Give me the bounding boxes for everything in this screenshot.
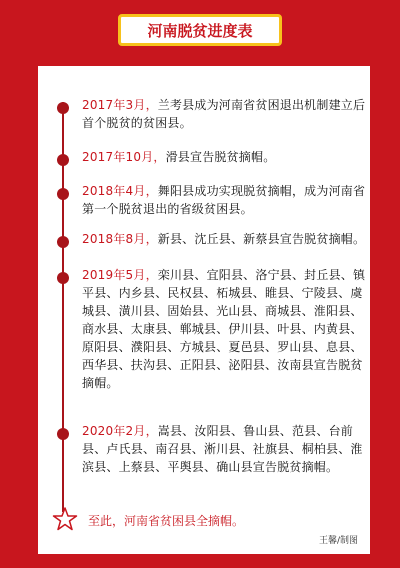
entry-date: 2018年4月，	[82, 184, 158, 198]
entry-text: 嵩县、汝阳县、鲁山县、范县、台前县、卢氏县、南召县、淅川县、社旗县、桐柏县、淮滨县、上蔡县、平舆县、确山县宣告脱贫摘帽。	[82, 424, 363, 474]
timeline-entry-2020-02	[82, 422, 368, 476]
entry-text: 新县、沈丘县、新蔡县宣告脱贫摘帽。	[157, 232, 366, 246]
entry-text: 兰考县成为河南省贫困退出机制建立后首个脱贫的贫困县。	[82, 98, 366, 130]
entry-date: 2020年2月，	[82, 424, 158, 438]
timeline-entry-2019-05	[82, 266, 368, 392]
timeline-entry-2018-08	[82, 230, 368, 248]
page-title: 河南脱贫进度表	[118, 14, 282, 46]
entry-text: 栾川县、宜阳县、洛宁县、封丘县、镇平县、内乡县、民权县、柘城县、睢县、宁陵县、虞城县、潢川县、固始县、光山县、商城县、淮阳县、商水县、太康县、郸城县、伊川县、叶县、内黄县、原阳县、濮阳县、方城县、夏邑县、罗山县、息县、西华县、扶沟县、正阳县、泌阳县、汝南县宣告脱贫摘帽。	[82, 268, 366, 390]
timeline-dot	[57, 102, 69, 114]
timeline-card	[38, 66, 370, 554]
timeline-dot	[57, 154, 69, 166]
entry-date: 2018年8月，	[82, 232, 158, 246]
entry-date: 2019年5月，	[82, 268, 158, 282]
timeline-entry-2017-10	[82, 148, 368, 166]
timeline-dot	[57, 272, 69, 284]
entry-date: 2017年3月，	[82, 98, 158, 112]
credit-label: 王馨/制图	[318, 536, 358, 546]
timeline-entry-2017-03	[82, 96, 368, 132]
timeline-dot	[57, 428, 69, 440]
timeline-entry-2018-04	[82, 182, 368, 218]
star-icon	[52, 506, 78, 532]
timeline-dot	[57, 236, 69, 248]
entry-text: 舞阳县成功实现脱贫摘帽，成为河南省第一个脱贫退出的省级贫困县。	[82, 184, 366, 216]
timeline-dot	[57, 188, 69, 200]
entry-text: 滑县宣告脱贫摘帽。	[165, 150, 276, 164]
final-statement: 至此，河南省贫困县全摘帽。	[88, 514, 245, 528]
entry-date: 2017年10月，	[82, 150, 166, 164]
